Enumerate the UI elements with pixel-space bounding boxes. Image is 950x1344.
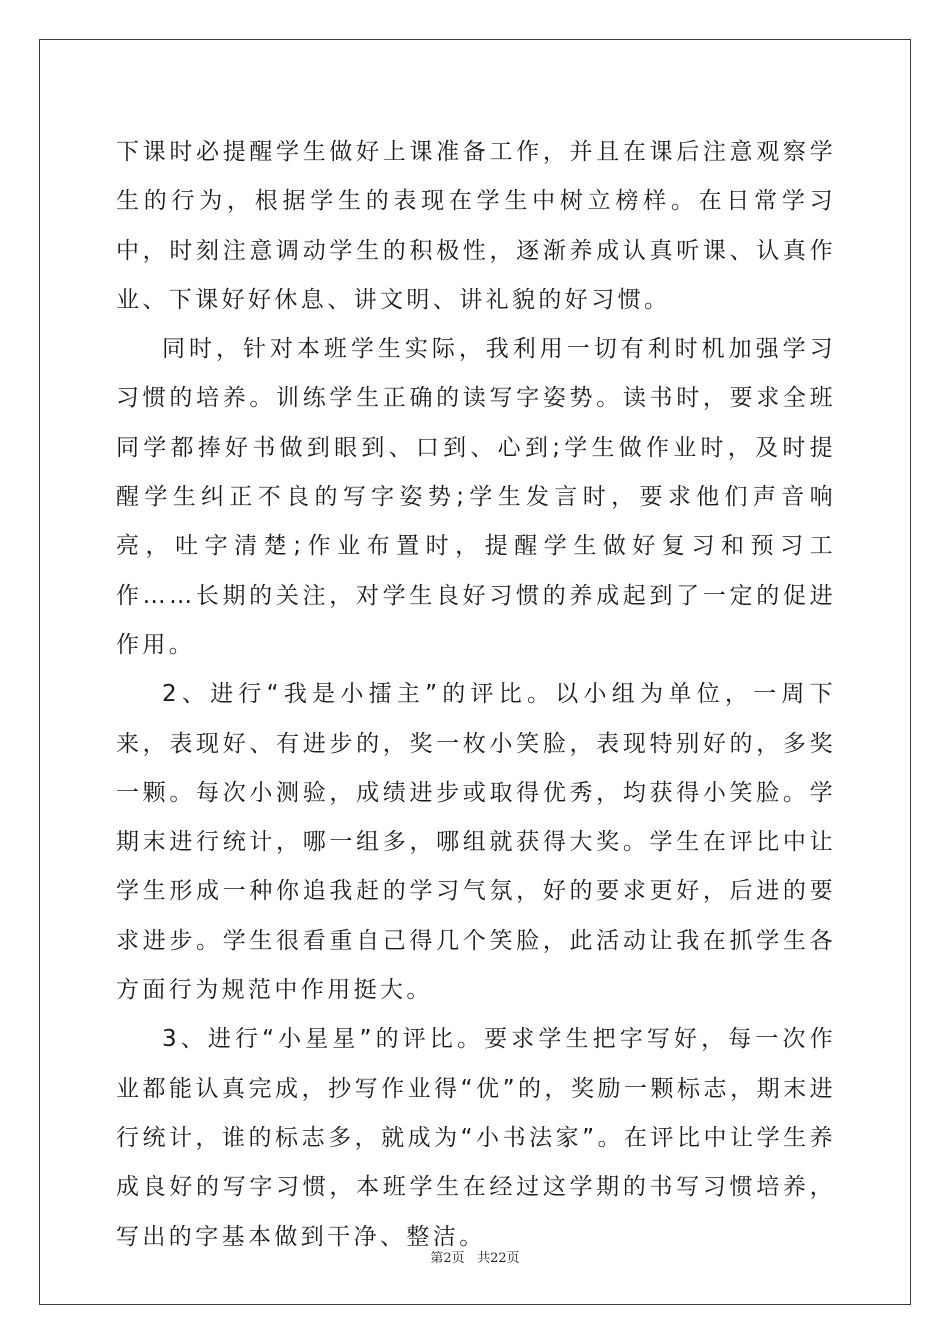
- page-total: 共22页: [477, 1251, 520, 1266]
- paragraph-continued: 下课时必提醒学生做好上课准备工作，并且在课后注意观察学生的行为，根据学生的表现在学生中树立榜样。在日常学习中，时刻注意调动学生的积极性，逐渐养成认真听课、认真作业、下课好好休息、讲文明、讲礼貌的好习惯。: [116, 139, 836, 313]
- document-body: [116, 128, 836, 1262]
- page-footer: [0, 1247, 950, 1266]
- paragraph-habits: 同时，针对本班学生实际，我利用一切有利时机加强学习习惯的培养。训练学生正确的读写字姿势。读书时，要求全班同学都捧好书做到眼到、口到、心到;学生做作业时，及时提醒学生纠正不良的写字姿势;学生发言时，要求他们声音响亮，吐字清楚;作业布置时，提醒学生做好复习和预习工作……长期的关注，对学生良好习惯的养成起到了一定的促进作用。: [116, 336, 836, 658]
- paragraph-item-2: 2、进行“我是小擂主”的评比。以小组为单位，一周下来，表现好、有进步的，奖一枚小笑脸，表现特别好的，多奖一颗。每次小测验，成绩进步或取得优秀，均获得小笑脸。学期末进行统计，哪一组多，哪组就获得大奖。学生在评比中让学生形成一种你追我赶的学习气氛，好的要求更好，后进的要求进步。学生很看重自己得几个笑脸，此活动让我在抓学生各方面行为规范中作用挺大。: [116, 681, 836, 1004]
- paragraph-item-3: 3、进行“小星星”的评比。要求学生把字写好，每一次作业都能认真完成，抄写作业得“优”的，奖励一颗标志，期末进行统计，谁的标志多，就成为“小书法家”。在评比中让学生养成良好的写字习惯，本班学生在经过这学期的书写习惯培养，写出的字基本做到干净、整洁。: [116, 1026, 836, 1250]
- page-number: 第2页: [430, 1251, 465, 1266]
